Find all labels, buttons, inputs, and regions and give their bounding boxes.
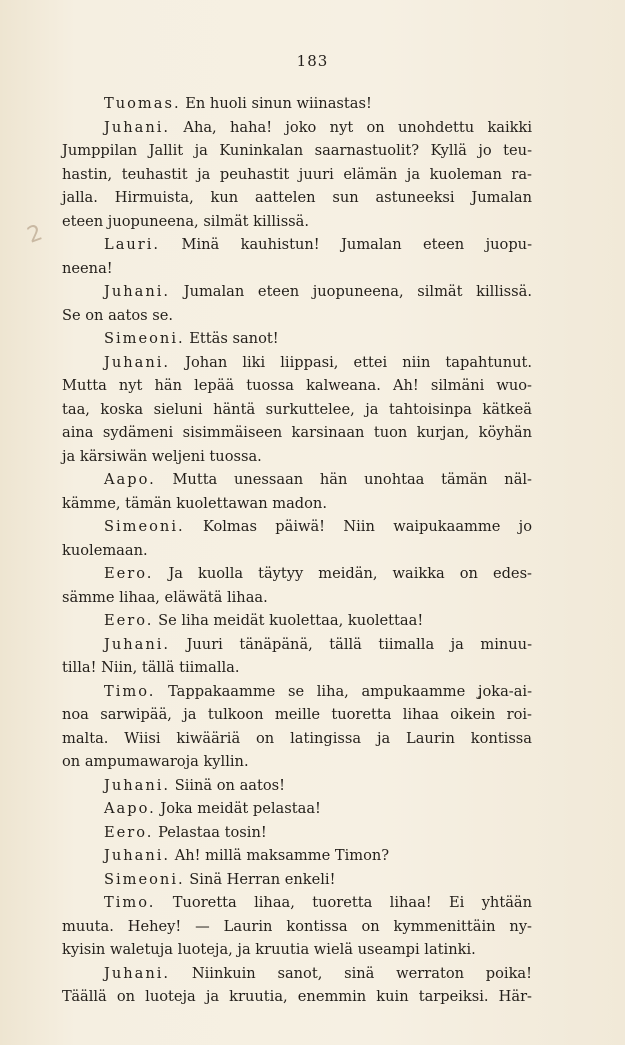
line-text: Jumalan eteen juopuneena, silmät killissä. — [183, 283, 532, 300]
speaker-name: Timo. — [104, 894, 156, 911]
text-line — [62, 938, 532, 962]
speaker-name: Simeoni. — [104, 330, 185, 347]
text-line — [62, 586, 532, 610]
speaker-name: Aapo. — [104, 471, 156, 488]
text-line — [62, 92, 532, 116]
speaker-name: Juhani. — [104, 635, 171, 653]
text-line — [62, 257, 532, 281]
line-text: Johan liki liippasi, ettei niin tapahtunut. — [185, 353, 533, 371]
margin-pencil-mark: 2 — [24, 220, 46, 249]
line-text: Sinä Herran enkeli! — [189, 870, 336, 888]
text-line — [62, 680, 532, 704]
text-line — [62, 445, 532, 469]
text-line — [62, 962, 532, 986]
speaker-name: Lauri. — [104, 236, 161, 253]
line-text: on ampumawaroja kyllin. — [62, 753, 249, 770]
page-number: 183 — [296, 52, 329, 70]
line-text: Niinkuin sanot, sinä werraton poika! — [191, 964, 532, 982]
text-line — [62, 280, 532, 304]
speaker-name: Juhani. — [104, 847, 171, 864]
text-line — [62, 868, 532, 892]
text-line — [62, 727, 532, 751]
speaker-name: Juhani. — [104, 118, 171, 136]
text-line — [62, 468, 532, 492]
text-line — [62, 750, 532, 774]
line-text: noa sarwipää, ja tulkoon meille tuoretta lihaa oikein roi- — [62, 706, 532, 723]
line-text: malta. Wiisi kiwääriä on latingissa ja Laurin kontissa — [62, 729, 532, 747]
line-text: Täällä on luoteja ja kruutia, enemmin kuin tarpeiksi. Här- — [62, 988, 532, 1005]
line-text: Ettäs sanot! — [189, 330, 279, 347]
text-line — [62, 139, 532, 163]
text-line — [62, 562, 532, 586]
text-line — [62, 515, 532, 539]
line-text: Mutta unessaan hän unohtaa tämän näl- — [172, 471, 532, 488]
line-text: Ah! millä maksamme Timon? — [174, 847, 390, 864]
line-text: sämme lihaa, eläwätä lihaa. — [62, 588, 268, 606]
text-line — [62, 539, 532, 563]
text-line — [62, 163, 532, 187]
text-line — [62, 210, 532, 234]
line-text: neena! — [62, 259, 113, 277]
speaker-name: Tuomas. — [104, 95, 181, 112]
line-text: Minä kauhistun! Jumalan eteen juopu- — [181, 236, 533, 253]
speaker-name: Juhani. — [104, 353, 171, 371]
text-line — [62, 609, 532, 633]
line-text: Ja kuolla täytyy meidän, waikka on edes- — [168, 565, 532, 582]
line-text: jalla. Hirmuista, kun aattelen sun astuneeksi Jumalan — [62, 189, 532, 206]
line-text: kuolemaan. — [62, 541, 148, 559]
dialogue-text — [62, 92, 532, 1009]
text-line — [62, 891, 532, 915]
text-line — [62, 821, 532, 845]
speaker-name: Timo. — [104, 682, 156, 700]
line-text: taa, koska sieluni häntä surkuttelee, ja tahtoisinpa kätkeä — [62, 400, 532, 418]
line-text: ja kärsiwän weljeni tuossa. — [62, 447, 262, 465]
line-text: eteen juopuneena, silmät killissä. — [62, 212, 310, 230]
line-text: Joka meidät pelastaa! — [160, 800, 321, 817]
speaker-name: Juhani. — [104, 776, 171, 794]
speaker-name: Eero. — [104, 565, 154, 582]
line-text: Mutta nyt hän lepää tuossa kalweana. Ah! silmäni wuo- — [62, 377, 532, 394]
speaker-name: Juhani. — [104, 964, 171, 982]
text-line — [62, 844, 532, 868]
line-text: Jumppilan Jallit ja Kuninkalan saarnastuolit? Kyllä jo teu- — [62, 142, 532, 159]
line-text: Tappakaamme se liha, ampukaamme joka-ai- — [168, 682, 533, 700]
text-line — [62, 985, 532, 1009]
text-line — [62, 492, 532, 516]
line-text: Se on aatos se. — [62, 306, 174, 324]
line-text: Juuri tänäpänä, tällä tiimalla ja minuu- — [186, 635, 533, 653]
line-text: En huoli sinun wiinastas! — [185, 95, 372, 112]
line-text: muuta. Hehey! — Laurin kontissa on kymmenittäin ny- — [62, 917, 532, 935]
line-text: hastin, teuhastit ja peuhastit juuri elämän ja kuoleman ra- — [62, 165, 532, 183]
line-text: Siinä on aatos! — [174, 776, 286, 794]
text-line — [62, 421, 532, 445]
line-text: Aha, haha! joko nyt on unohdettu kaikki — [183, 118, 533, 136]
text-line — [62, 398, 532, 422]
text-line — [62, 186, 532, 210]
line-text: kämme, tämän kuolettawan madon. — [62, 494, 327, 512]
text-line — [62, 797, 532, 821]
text-line — [62, 633, 532, 657]
text-line — [62, 774, 532, 798]
text-line — [62, 304, 532, 328]
text-line — [62, 374, 532, 398]
text-line — [62, 327, 532, 351]
speaker-name: Eero. — [104, 612, 154, 629]
text-line — [62, 233, 532, 257]
speaker-name: Simeoni. — [104, 518, 185, 535]
text-line — [62, 656, 532, 680]
text-line — [62, 703, 532, 727]
line-text: Tuoretta lihaa, tuoretta lihaa! Ei yhtään — [172, 894, 533, 911]
speaker-name: Aapo. — [104, 800, 156, 817]
line-text: tilla! Niin, tällä tiimalla. — [62, 659, 240, 676]
text-line — [62, 915, 532, 939]
line-text: aina sydämeni sisimmäiseen karsinaan tuon kurjan, köyhän — [62, 424, 532, 441]
line-text: Pelastaa tosin! — [158, 823, 267, 841]
line-text: Kolmas päiwä! Niin waipukaamme jo — [202, 518, 532, 535]
text-line — [62, 116, 532, 140]
speaker-name: Simeoni. — [104, 870, 185, 888]
speaker-name: Eero. — [104, 823, 154, 841]
line-text: Se liha meidät kuolettaa, kuolettaa! — [158, 612, 424, 629]
line-text: kyisin waletuja luoteja, ja kruutia wielä useampi latinki. — [62, 941, 476, 958]
speaker-name: Juhani. — [104, 283, 171, 300]
text-line — [62, 351, 532, 375]
